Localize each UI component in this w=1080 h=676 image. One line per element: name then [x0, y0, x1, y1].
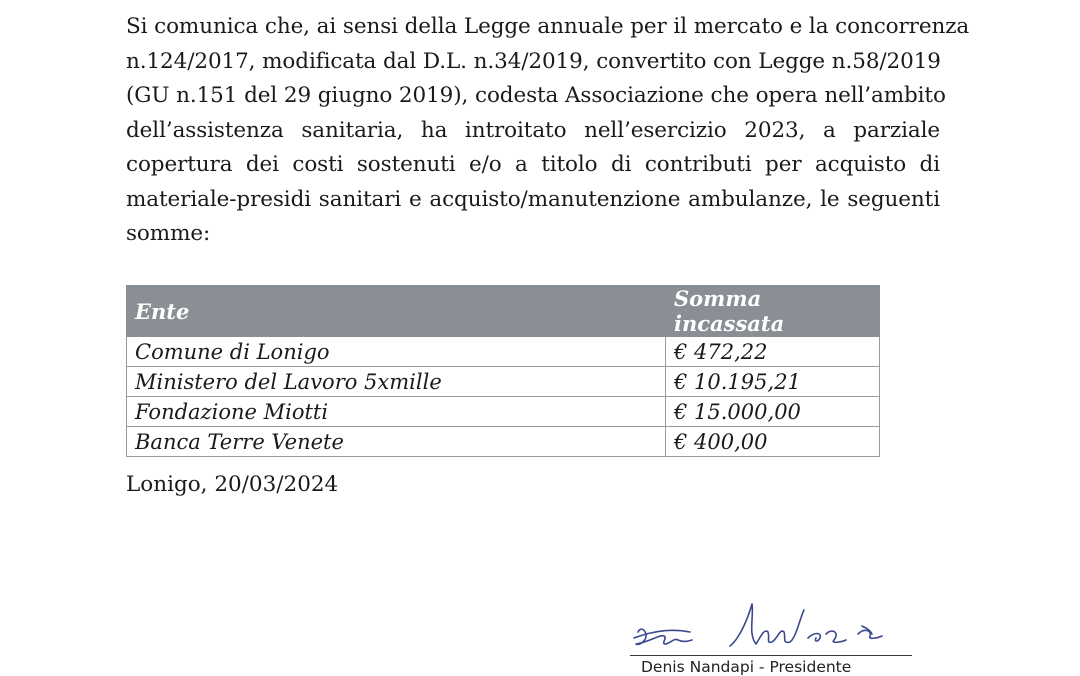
- signature-line: [630, 655, 912, 656]
- body-line-6: materiale-presidi sanitari e acquisto/manutenzione ambulanze, le seguenti: [126, 186, 940, 212]
- cell-somma: € 472,22: [666, 337, 880, 367]
- cell-ente: Fondazione Miotti: [127, 397, 666, 427]
- table-header-row: [127, 286, 880, 337]
- cell-ente: Ministero del Lavoro 5xmille: [127, 367, 666, 397]
- body-line-3: (GU n.151 del 29 giugno 2019), codesta Associazione che opera nell’ambito: [126, 83, 946, 108]
- cell-somma: € 15.000,00: [666, 397, 880, 427]
- table-row: [127, 397, 880, 427]
- body-line-7: somme:: [126, 221, 211, 246]
- signature-caption: Denis Nandapi - Presidente: [641, 658, 852, 676]
- body-line-1: Si comunica che, ai sensi della Legge annuale per il mercato e la concorrenza: [126, 14, 970, 39]
- sums-table: [126, 285, 880, 457]
- table-row: [127, 367, 880, 397]
- header-ente: Ente: [127, 286, 666, 337]
- table-row: [127, 427, 880, 457]
- body-paragraph: [126, 10, 970, 252]
- handwritten-signature: [630, 598, 910, 658]
- cell-ente: Comune di Lonigo: [127, 337, 666, 367]
- body-line-5: copertura dei costi sostenuti e/o a titolo di contributi per acquisto di: [126, 152, 940, 177]
- body-line-4: dell’assistenza sanitaria, ha introitato nell’esercizio 2023, a parziale: [126, 117, 940, 143]
- place-date: Lonigo, 20/03/2024: [126, 472, 339, 497]
- cell-ente: Banca Terre Venete: [127, 427, 666, 457]
- cell-somma: € 10.195,21: [666, 367, 880, 397]
- table-row: [127, 337, 880, 367]
- cell-somma: € 400,00: [666, 427, 880, 457]
- header-somma: Somma incassata: [666, 286, 880, 337]
- body-line-2: n.124/2017, modificata dal D.L. n.34/2019, convertito con Legge n.58/2019: [126, 48, 941, 74]
